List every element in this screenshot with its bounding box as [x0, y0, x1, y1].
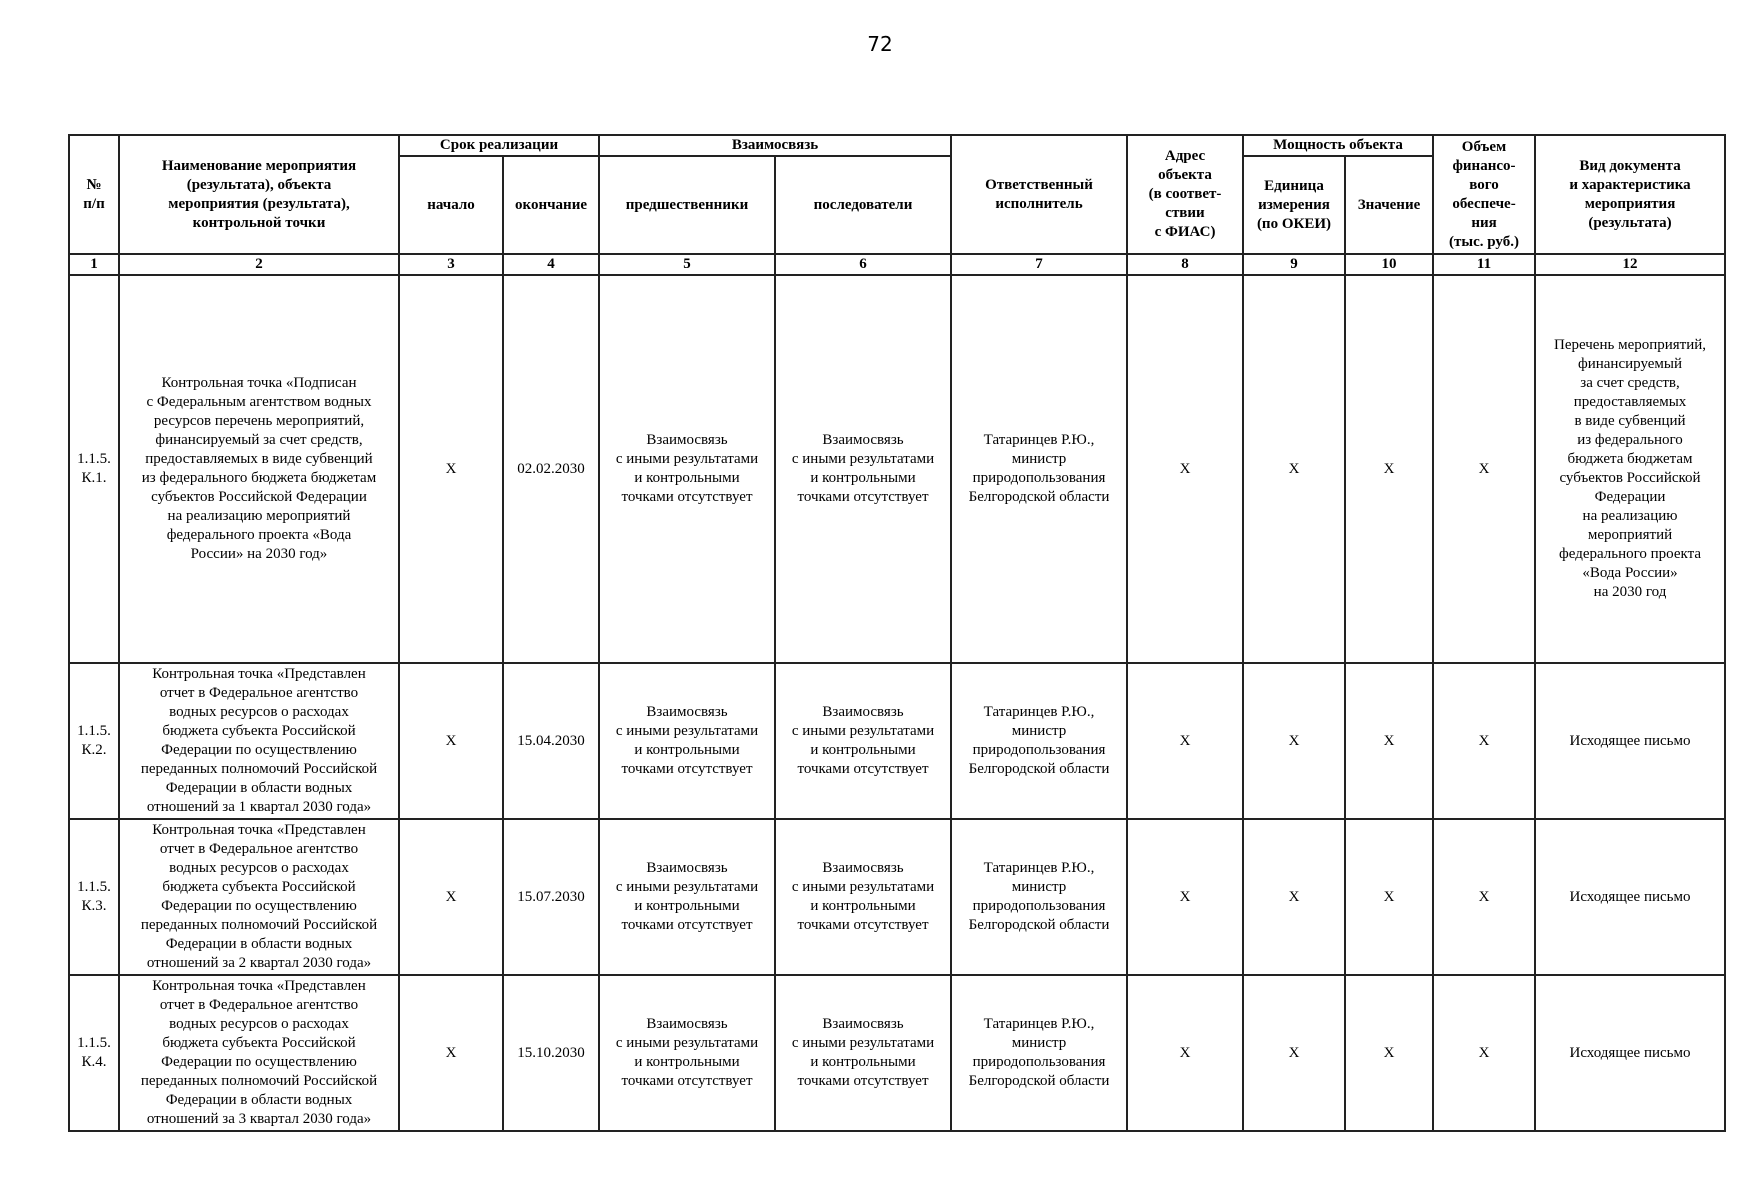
header-successors: последователи [775, 156, 951, 254]
header-num: № п/п [69, 135, 119, 254]
column-number: 9 [1243, 254, 1345, 275]
header-name: Наименование мероприятия (результата), объекта мероприятия (результата), контрольной точки [119, 135, 399, 254]
column-number-row [69, 254, 1725, 275]
column-number: 3 [399, 254, 503, 275]
row-num: 1.1.5. К.4. [69, 975, 119, 1131]
row-doc-type: Исходящее письмо [1535, 819, 1725, 975]
header-address: Адрес объекта (в соответ- ствии с ФИАС) [1127, 135, 1243, 254]
row-doc-type: Исходящее письмо [1535, 663, 1725, 819]
column-number: 10 [1345, 254, 1433, 275]
row-successors: Взаимосвязь с иными результатами и контрольными точками отсутствует [775, 663, 951, 819]
column-number: 5 [599, 254, 775, 275]
column-number: 7 [951, 254, 1127, 275]
row-end: 15.04.2030 [503, 663, 599, 819]
row-name: Контрольная точка «Представлен отчет в Федеральное агентство водных ресурсов о расходах бюджета субъекта Российской Федерации по осуществлению переданных полномочий Российской Федерации в области водных отношений за 3 квартал 2030 года» [119, 975, 399, 1131]
row-name: Контрольная точка «Подписан с Федеральным агентством водных ресурсов перечень мероприятий, финансируемый за счет средств, предоставляемых в виде субвенций из федерального бюджета бюджетам субъектов Российской Федерации на реализацию мероприятий федерального проекта «Вода России» на 2030 год» [119, 275, 399, 663]
page-number: 72 [867, 32, 893, 56]
row-doc-type: Перечень мероприятий, финансируемый за счет средств, предоставляемых в виде субвенций из федерального бюджета бюджетам субъектов Российской Федерации на реализацию мероприятий федерального проекта «Вода России» на 2030 год [1535, 275, 1725, 663]
row-funding: X [1433, 819, 1535, 975]
column-number: 4 [503, 254, 599, 275]
header-start: начало [399, 156, 503, 254]
row-successors: Взаимосвязь с иными результатами и контрольными точками отсутствует [775, 975, 951, 1131]
header-predecessors: предшественники [599, 156, 775, 254]
column-number: 1 [69, 254, 119, 275]
column-number: 12 [1535, 254, 1725, 275]
header-capacity: Мощность объекта [1243, 135, 1433, 156]
row-unit: X [1243, 663, 1345, 819]
row-responsible: Татаринцев Р.Ю., министр природопользования Белгородской области [951, 275, 1127, 663]
row-unit: X [1243, 975, 1345, 1131]
row-name: Контрольная точка «Представлен отчет в Федеральное агентство водных ресурсов о расходах бюджета субъекта Российской Федерации по осуществлению переданных полномочий Российской Федерации в области водных отношений за 1 квартал 2030 года» [119, 663, 399, 819]
row-end: 15.10.2030 [503, 975, 599, 1131]
row-funding: X [1433, 975, 1535, 1131]
row-funding: X [1433, 663, 1535, 819]
activities-table [68, 134, 1726, 1132]
header-doc-type: Вид документа и характеристика мероприятия (результата) [1535, 135, 1725, 254]
row-value: X [1345, 975, 1433, 1131]
table-row [69, 819, 1725, 975]
row-name: Контрольная точка «Представлен отчет в Федеральное агентство водных ресурсов о расходах бюджета субъекта Российской Федерации по осуществлению переданных полномочий Российской Федерации в области водных отношений за 2 квартал 2030 года» [119, 819, 399, 975]
row-address: X [1127, 275, 1243, 663]
row-num: 1.1.5. К.1. [69, 275, 119, 663]
header-group-row [69, 135, 1725, 156]
row-value: X [1345, 663, 1433, 819]
row-predecessors: Взаимосвязь с иными результатами и контрольными точками отсутствует [599, 819, 775, 975]
row-address: X [1127, 975, 1243, 1131]
column-number: 11 [1433, 254, 1535, 275]
row-value: X [1345, 275, 1433, 663]
header-timeframe: Срок реализации [399, 135, 599, 156]
row-address: X [1127, 663, 1243, 819]
row-num: 1.1.5. К.3. [69, 819, 119, 975]
header-end: окончание [503, 156, 599, 254]
row-responsible: Татаринцев Р.Ю., министр природопользования Белгородской области [951, 975, 1127, 1131]
column-number: 2 [119, 254, 399, 275]
row-start: X [399, 663, 503, 819]
row-successors: Взаимосвязь с иными результатами и контрольными точками отсутствует [775, 819, 951, 975]
header-relation: Взаимосвязь [599, 135, 951, 156]
header-unit: Единица измерения (по ОКЕИ) [1243, 156, 1345, 254]
row-num: 1.1.5. К.2. [69, 663, 119, 819]
table-row [69, 275, 1725, 663]
row-start: X [399, 275, 503, 663]
header-value: Значение [1345, 156, 1433, 254]
row-responsible: Татаринцев Р.Ю., министр природопользования Белгородской области [951, 663, 1127, 819]
row-start: X [399, 819, 503, 975]
row-responsible: Татаринцев Р.Ю., министр природопользования Белгородской области [951, 819, 1127, 975]
table-row [69, 663, 1725, 819]
row-unit: X [1243, 275, 1345, 663]
row-predecessors: Взаимосвязь с иными результатами и контрольными точками отсутствует [599, 275, 775, 663]
row-predecessors: Взаимосвязь с иными результатами и контрольными точками отсутствует [599, 663, 775, 819]
column-number: 8 [1127, 254, 1243, 275]
row-end: 02.02.2030 [503, 275, 599, 663]
row-value: X [1345, 819, 1433, 975]
row-address: X [1127, 819, 1243, 975]
row-doc-type: Исходящее письмо [1535, 975, 1725, 1131]
table-row [69, 975, 1725, 1131]
row-unit: X [1243, 819, 1345, 975]
header-funding: Объем финансо- вого обеспече- ния (тыс. руб.) [1433, 135, 1535, 254]
row-funding: X [1433, 275, 1535, 663]
row-start: X [399, 975, 503, 1131]
row-end: 15.07.2030 [503, 819, 599, 975]
row-predecessors: Взаимосвязь с иными результатами и контрольными точками отсутствует [599, 975, 775, 1131]
row-successors: Взаимосвязь с иными результатами и контрольными точками отсутствует [775, 275, 951, 663]
column-number: 6 [775, 254, 951, 275]
header-responsible: Ответственный исполнитель [951, 135, 1127, 254]
